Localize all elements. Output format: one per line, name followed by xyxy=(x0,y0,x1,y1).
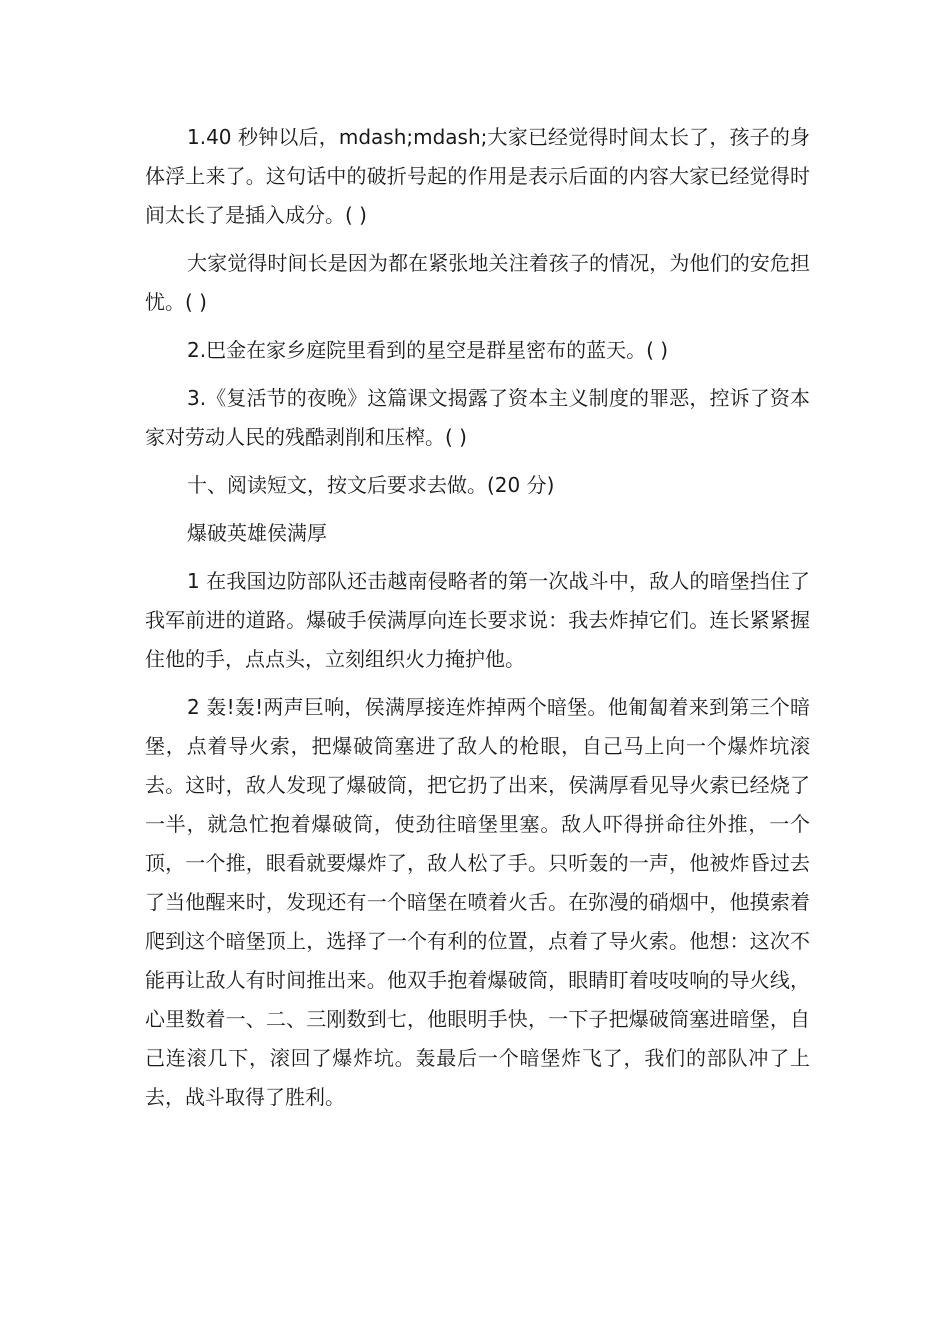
section-heading: 十、阅读短文，按文后要求去做。(20 分) xyxy=(187,473,555,497)
question-2-paragraph: 2.巴金在家乡庭院里看到的星空是群星密布的蓝天。( ) xyxy=(187,338,669,362)
question-1-paragraph: 1.40 秒钟以后，mdash;mdash;大家已经觉得时间太长了，孩子的身体浮上来了。这句话中的破折号起的作用是表示后面的内容大家已经觉得时间太长了是插入成分。( ) xyxy=(145,125,810,227)
question-1-continuation: 大家觉得时间长是因为都在紧张地关注着孩子的情况，为他们的安危担忧。( ) xyxy=(145,251,810,314)
article-paragraph-1: 1 在我国边防部队还击越南侵略者的第一次战斗中，敌人的暗堡挡住了我军前进的道路。爆破手侯满厚向连长要求说：我去炸掉它们。连长紧紧握住他的手，点点头，立刻组织火力掩护他。 xyxy=(145,569,810,671)
article-title: 爆破英雄侯满厚 xyxy=(187,521,327,545)
document-body xyxy=(145,118,810,1126)
article-paragraph-2: 2 轰!轰!两声巨响，侯满厚接连炸掉两个暗堡。他匍匐着来到第三个暗堡，点着导火索，把爆破筒塞进了敌人的枪眼，自己马上向一个爆炸坑滚去。这时，敌人发现了爆破筒，把它扔了出来，侯满厚看见导火索已经烧了一半，就急忙抱着爆破筒，使劲往暗堡里塞。敌人吓得拼命往外推，一个顶，一个推，眼看就要爆炸了，敌人松了手。只听轰的一声，他被炸昏过去了当他醒来时，发现还有一个暗堡在喷着火舌。在弥漫的硝烟中，他摸索着爬到这个暗堡顶上，选择了一个有利的位置，点着了导火索。他想：这次不能再让敌人有时间推出来。他双手抱着爆破筒，眼睛盯着吱吱响的导火线，心里数着一、二、三刚数到七，他眼明手快，一下子把爆破筒塞进暗堡，自己连滚几下，滚回了爆炸坑。轰最后一个暗堡炸飞了，我们的部队冲了上去，战斗取得了胜利。 xyxy=(145,695,810,1109)
question-3-paragraph: 3.《复活节的夜晚》这篇课文揭露了资本主义制度的罪恶，控诉了资本家对劳动人民的残酷剥削和压榨。( ) xyxy=(145,386,810,449)
